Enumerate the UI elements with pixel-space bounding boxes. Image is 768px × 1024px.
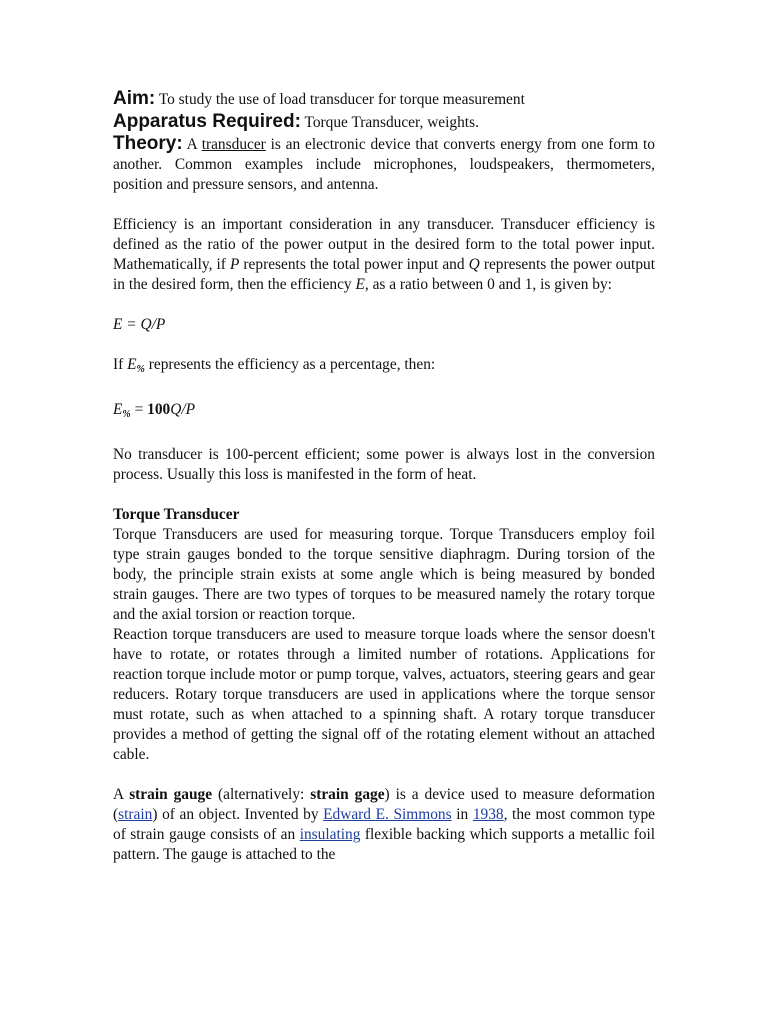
formula2-rest: Q/P: [170, 401, 196, 418]
percent-sub: %: [136, 364, 145, 375]
strain-text-1: A: [113, 786, 124, 803]
var-e: E: [355, 276, 365, 293]
torque-paragraph-1: Torque Transducers are used for measuring torque. Torque Transducers employ foil type strain gauges bonded to the torque sensitive diaphragm. During torsion of the body, the principle strain exists at some angle which is being measured by bonded strain gauges. There are two types of torques to be measured namely the rotary torque and the axial torsion or reaction torque.: [113, 526, 655, 623]
strain-text-6: , the most common type of strain gauge consists of an: [113, 806, 655, 843]
formula-percent: [113, 400, 655, 425]
percent-pre: If: [113, 356, 124, 373]
strain-text-7: flexible backing which supports a metallic foil pattern. The gauge is attached to the: [113, 826, 656, 863]
apparatus-text: Torque Transducer, weights.: [304, 114, 479, 131]
var-p: P: [229, 256, 240, 273]
formula2-eq: =: [130, 401, 148, 418]
strain-link[interactable]: strain: [118, 806, 153, 823]
apparatus-label: Apparatus Required:: [113, 111, 301, 132]
strain-text-3: ) is a device used to measure deformation (: [113, 786, 655, 823]
formula2-var: E: [113, 401, 123, 418]
efficiency-text-2: represents the total power input and: [243, 256, 465, 273]
var-q: Q: [468, 256, 480, 273]
strain-text-4: ) of an object. Invented by: [152, 806, 319, 823]
efficiency-text-1: Efficiency is an important consideration in any transducer. Transducer efficiency is defined as the ratio of the power output in the desired form to the total power input. Mathematically, if: [113, 216, 655, 273]
no-transducer-paragraph: No transducer is 100-percent efficient; some power is always lost in the conversion process. Usually this loss is manifested in the form of heat.: [113, 446, 655, 483]
percent-var: E: [127, 356, 137, 373]
theory-paragraph: [113, 134, 655, 195]
apparatus-line: [113, 111, 655, 134]
aim-text: To study the use of load transducer for torque measurement: [158, 91, 525, 108]
strain-text-2: (alternatively:: [217, 786, 305, 803]
simmons-link[interactable]: Edward E. Simmons: [323, 806, 452, 823]
transducer-link[interactable]: transducer: [201, 136, 266, 153]
strain-text-5: in: [456, 806, 469, 823]
year-1938-link[interactable]: 1938: [472, 806, 504, 823]
formula2-sub: %: [122, 409, 131, 420]
efficiency-text-3: represents the power output in the desired form, then the efficiency: [113, 256, 655, 293]
percent-sentence: [113, 355, 655, 380]
aim-line: [113, 88, 655, 111]
theory-pre: A: [186, 136, 197, 153]
insulating-link[interactable]: insulating: [299, 826, 361, 843]
theory-post: is an electronic device that converts energy from one form to another. Common examples include microphones, loudspeakers, thermometers, position and pressure sensors, and antenna.: [113, 136, 655, 193]
formula2-num: 100: [147, 401, 171, 418]
theory-label: Theory:: [113, 133, 183, 154]
torque-section-title: Torque Transducer: [113, 506, 240, 523]
formula-efficiency: E = Q/P: [113, 316, 166, 333]
percent-post: represents the efficiency as a percentage, then:: [148, 356, 436, 373]
efficiency-paragraph: [113, 215, 655, 295]
aim-label: Aim:: [113, 88, 156, 109]
document-page: [113, 88, 655, 865]
strain-gage-term: strain gage: [310, 786, 385, 803]
efficiency-text-4: , as a ratio between 0 and 1, is given by:: [364, 276, 612, 293]
torque-paragraph-2: Reaction torque transducers are used to measure torque loads where the sensor doesn't have to rotate, or rotates through a limited number of rotations. Applications for reaction torque include motor or pump torque, valves, actuators, steering gears and gear reducers. Rotary torque transducers are used in applications where the torque sensor must rotate, such as when attached to a spinning shaft. A rotary torque transducer provides a method of getting the signal off of the rotating element without an attached cable.: [113, 626, 655, 763]
strain-gauge-paragraph: [113, 785, 655, 865]
strain-gauge-term: strain gauge: [129, 786, 213, 803]
